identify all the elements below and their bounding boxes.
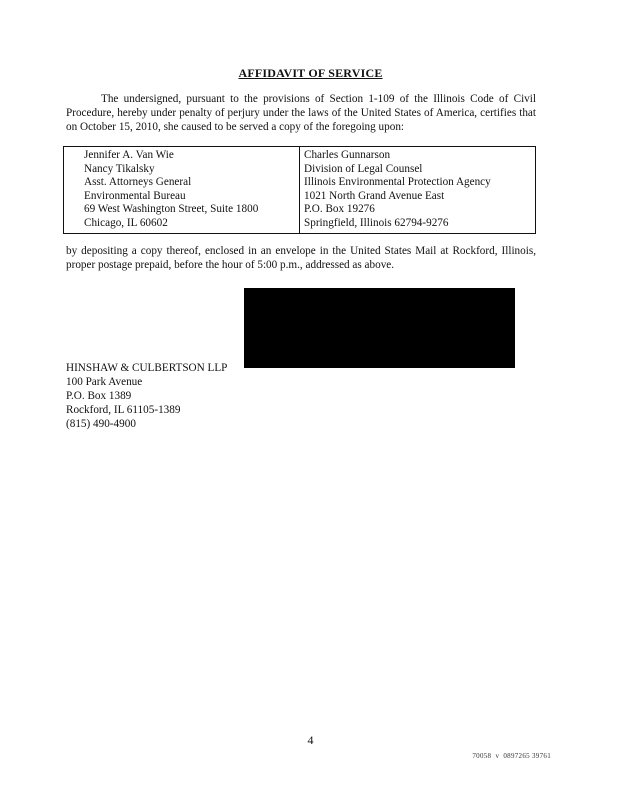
recipient-line: Springfield, Illinois 62794-9276 bbox=[304, 216, 449, 229]
intro-paragraph: The undersigned, pursuant to the provisions of Section 1-109 of the Illinois Code of Civil Procedure, hereby under penalty of perjury under the laws of the United States of America, certifies that on October 15, 2010, she caused to be served a copy of the foregoing upon: bbox=[66, 93, 536, 133]
recipient-line: P.O. Box 19276 bbox=[304, 203, 375, 216]
service-recipients-table bbox=[63, 146, 536, 234]
redacted-signature-block bbox=[244, 288, 515, 368]
firm-address-block bbox=[66, 361, 227, 431]
recipient-attorney-general bbox=[64, 147, 300, 234]
document-id: 70058 v 0897265 39761 bbox=[472, 752, 551, 760]
recipient-epa bbox=[300, 147, 536, 234]
recipient-line: Nancy Tikalsky bbox=[84, 162, 155, 175]
recipient-line: Environmental Bureau bbox=[84, 189, 186, 202]
affidavit-title: AFFIDAVIT OF SERVICE bbox=[238, 66, 383, 80]
firm-name: HINSHAW & CULBERTSON LLP bbox=[66, 362, 228, 374]
recipient-line: Charles Gunnarson bbox=[304, 149, 391, 161]
recipient-line: Chicago, IL 60602 bbox=[84, 216, 168, 229]
page-number: 4 bbox=[307, 733, 314, 747]
closing-paragraph: by depositing a copy thereof, enclosed in an envelope in the United States Mail at Rockford, Illinois, proper postage prepaid, before the hour of 5:00 p.m., addressed as above. bbox=[66, 245, 536, 271]
firm-address-line: P.O. Box 1389 bbox=[66, 390, 132, 402]
recipient-line: 1021 North Grand Avenue East bbox=[304, 189, 445, 202]
firm-phone: (815) 490-4900 bbox=[66, 418, 136, 430]
firm-address-line: 100 Park Avenue bbox=[66, 376, 143, 388]
recipient-line: Jennifer A. Van Wie bbox=[84, 149, 174, 161]
firm-address-line: Rockford, IL 61105-1389 bbox=[66, 404, 181, 416]
recipient-line: Asst. Attorneys General bbox=[84, 176, 192, 189]
recipient-line: 69 West Washington Street, Suite 1800 bbox=[84, 203, 259, 216]
recipient-line: Division of Legal Counsel bbox=[304, 162, 423, 175]
recipient-line: Illinois Environmental Protection Agency bbox=[304, 176, 491, 189]
